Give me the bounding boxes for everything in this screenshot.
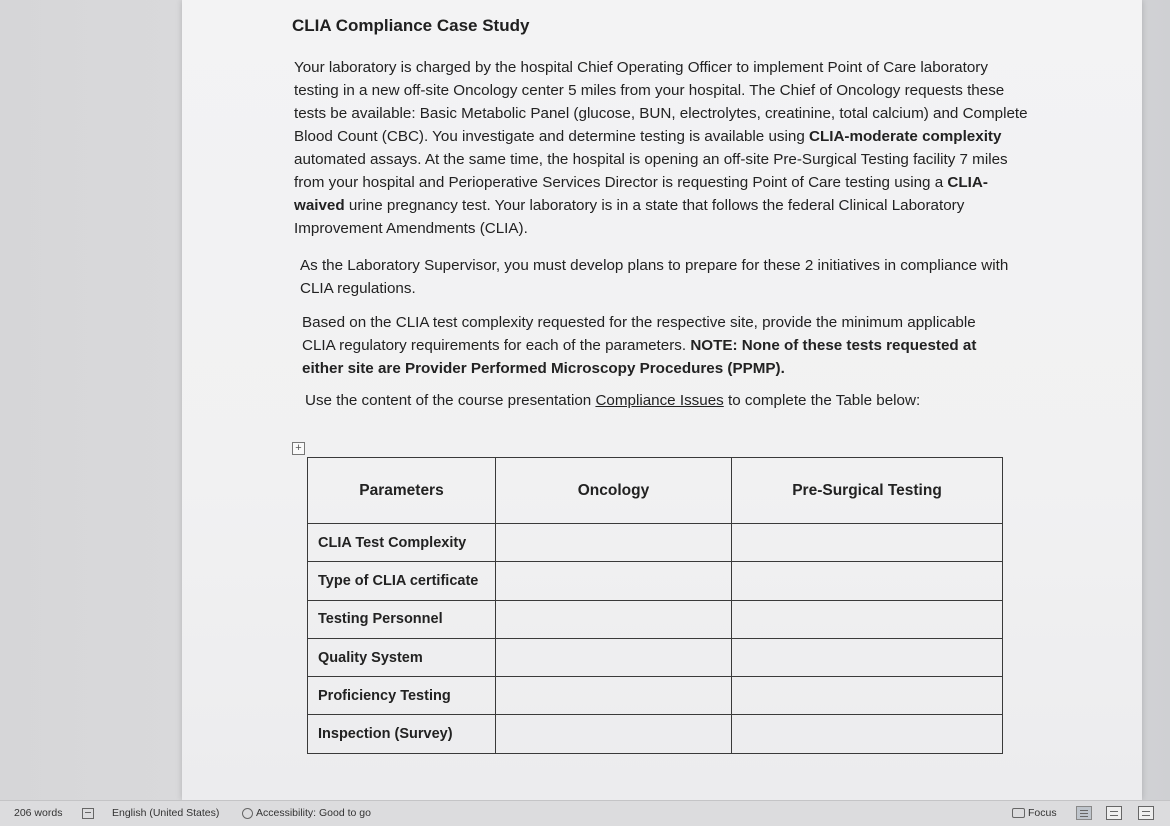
presurgical-cell[interactable]	[732, 715, 1003, 753]
compliance-issues-link[interactable]: Compliance Issues	[595, 392, 724, 409]
compliance-table[interactable]	[307, 457, 1003, 754]
presurgical-cell[interactable]	[732, 600, 1003, 638]
table-row	[308, 677, 1003, 715]
parameter-cell[interactable]: CLIA Test Complexity	[308, 524, 496, 562]
header-parameters: Parameters	[308, 458, 496, 524]
instructions-paragraph[interactable]: Based on the CLIA test complexity requested for the respective site, provide the minimum applicable CLIA regulatory requirements for each of the parameters. NOTE: None of these tests requested at either site are Provider Performed Microscopy Procedures (PPMP).	[302, 314, 977, 377]
oncology-cell[interactable]	[496, 600, 732, 638]
web-layout-icon[interactable]	[1138, 806, 1154, 820]
table-row	[308, 600, 1003, 638]
header-presurgical: Pre-Surgical Testing	[732, 458, 1003, 524]
presurgical-cell[interactable]	[732, 524, 1003, 562]
presurgical-cell[interactable]	[732, 562, 1003, 600]
accessibility-icon	[242, 808, 253, 819]
print-layout-icon[interactable]	[1106, 806, 1122, 820]
oncology-cell[interactable]	[496, 715, 732, 753]
oncology-cell[interactable]	[496, 524, 732, 562]
language-indicator[interactable]: English (United States)	[112, 807, 220, 819]
table-row	[308, 524, 1003, 562]
table-row	[308, 715, 1003, 753]
accessibility-status[interactable]: Accessibility: Good to go	[242, 807, 371, 819]
oncology-cell[interactable]	[496, 638, 732, 676]
oncology-cell[interactable]	[496, 562, 732, 600]
parameter-cell[interactable]: Type of CLIA certificate	[308, 562, 496, 600]
read-mode-icon[interactable]	[1076, 806, 1092, 820]
focus-button[interactable]: Focus	[1012, 807, 1057, 819]
presurgical-cell[interactable]	[732, 638, 1003, 676]
status-bar	[0, 800, 1170, 826]
parameter-cell[interactable]: Inspection (Survey)	[308, 715, 496, 753]
word-count[interactable]: 206 words	[14, 807, 63, 819]
table-instruction-paragraph[interactable]: Use the content of the course presentation Compliance Issues to complete the Table below:	[305, 392, 921, 409]
presurgical-cell[interactable]	[732, 677, 1003, 715]
table-row	[308, 638, 1003, 676]
proofing-icon[interactable]	[82, 807, 97, 819]
parameter-cell[interactable]: Proficiency Testing	[308, 677, 496, 715]
focus-icon	[1012, 808, 1025, 818]
parameter-cell[interactable]: Quality System	[308, 638, 496, 676]
header-oncology: Oncology	[496, 458, 732, 524]
document-title[interactable]: CLIA Compliance Case Study	[292, 16, 530, 35]
table-move-handle-icon[interactable]: +	[292, 442, 305, 455]
oncology-cell[interactable]	[496, 677, 732, 715]
table-row	[308, 562, 1003, 600]
parameter-cell[interactable]: Testing Personnel	[308, 600, 496, 638]
case-description-paragraph[interactable]: Your laboratory is charged by the hospital Chief Operating Officer to implement Point of Care laboratory testing in a new off-site Oncology center 5 miles from your hospital. The Chief of Oncology requests these tests be available: Basic Metabolic Panel (glucose, BUN, electrolytes, creatinine, total calcium) and Complete Blood Count (CBC). You investigate and determine testing is available using CLIA-moderate complexity automated assays. At the same time, the hospital is opening an off-site Pre-Surgical Testing facility 7 miles from your hospital and Perioperative Services Director is requesting Point of Care testing using a CLIA-waived urine pregnancy test. Your laboratory is in a state that follows the federal Clinical Laboratory Improvement Amendments (CLIA).	[294, 59, 1028, 237]
supervisor-paragraph[interactable]: As the Laboratory Supervisor, you must develop plans to prepare for these 2 initiatives in compliance with CLIA regulations.	[300, 257, 1009, 297]
table-header-row	[308, 458, 1003, 524]
